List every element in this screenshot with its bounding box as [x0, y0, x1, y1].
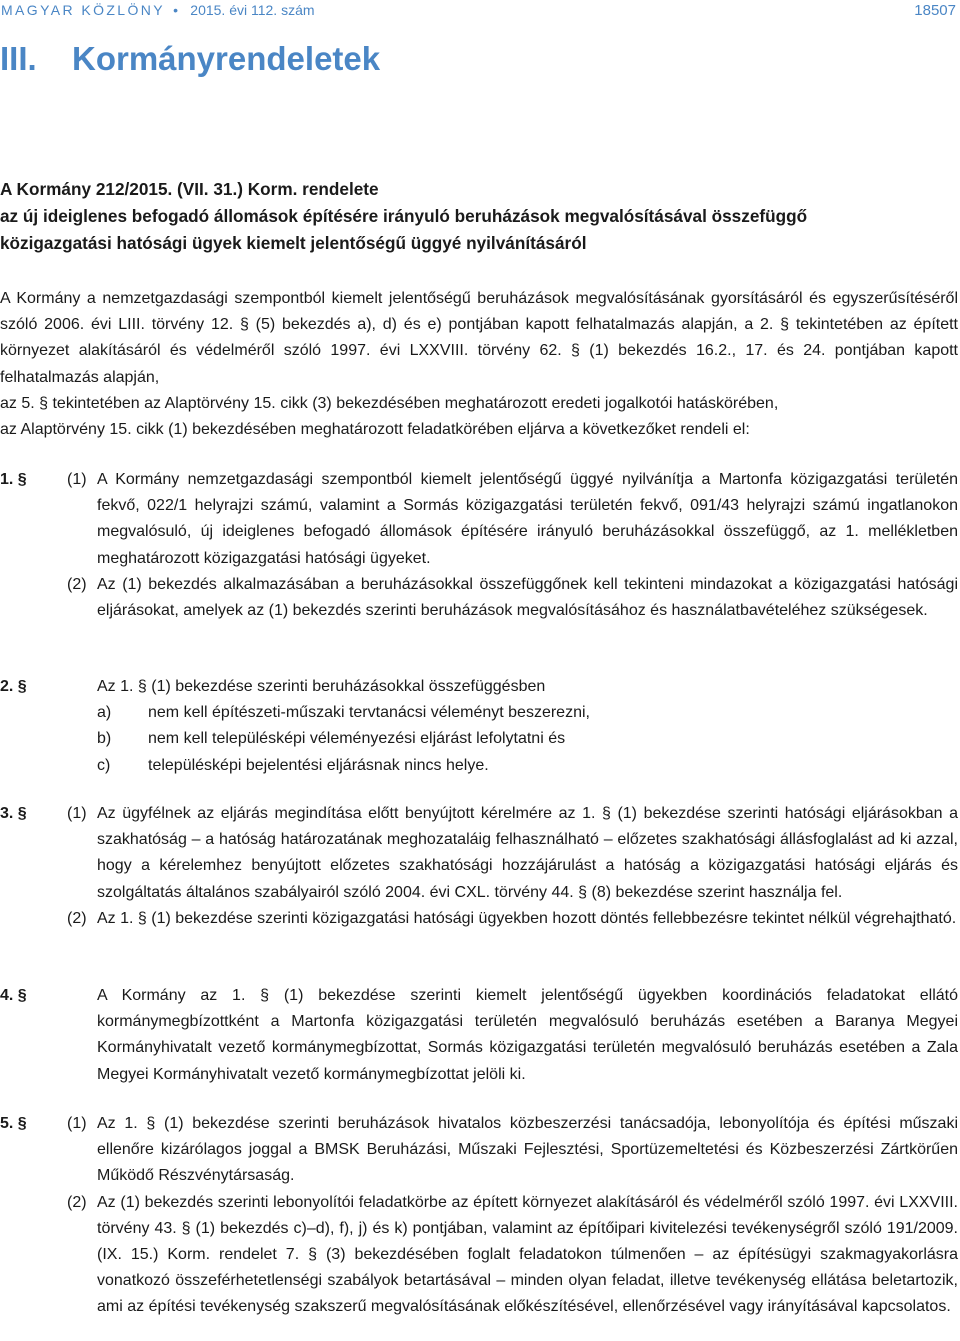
header-journal-info	[1, 2, 315, 18]
list-letter: c)	[97, 756, 111, 774]
list-text: nem kell építészeti-műszaki tervtanácsi véleményt beszerezni,	[148, 704, 590, 722]
paragraph-text: Az 1. § (1) bekezdése szerinti közigazgatási hatósági ügyekben hozott döntés fellebbezésre tekintet nélkül végrehajtható.	[97, 909, 957, 927]
paragraph-label: (1)	[67, 1115, 87, 1132]
section-number: 5. §	[0, 1115, 27, 1132]
paragraph-label: (2)	[67, 575, 87, 593]
decree-title-line: közigazgatási hatósági ügyek kiemelt jelentőségű üggyé nyilvánításáról	[0, 233, 587, 253]
paragraph-text: A Kormány nemzetgazdasági szempontból kiemelt jelentőségű üggyé nyilvánítja a Martonfa közigazgatási területén fekvő, 022/1 helyrajzi számú, valamint a Sormás közigazgatási területén fekvő, 091/43 helyrajzi számú ingatlanokon megvalósuló, új ideiglenes befogadó állomások építésére irányuló beruházásokkal összefüggő, az 1. mellékletben meghatározott közigazgatási hatósági ügyeket.	[97, 471, 958, 567]
section-intro: Az 1. § (1) bekezdése szerinti beruházásokkal összefüggésben	[97, 678, 546, 695]
section-number: 3. §	[0, 805, 27, 822]
section-number: 4. §	[0, 987, 27, 1004]
preamble-text: A Kormány a nemzetgazdasági szempontból kiemelt jelentőségű beruházások megvalósításának gyorsításáról és egyszerűsítéséről szóló 2006. évi LIII. törvény 12. § (5) bekezdés a), d) és e) pontjában kapott felhatalmazás alapján, a 2. § tekintetében az épített környezet alakításáról és védelméről szóló 1997. évi LXXVIII. törvény 62. § (1) bekezdés 16.2., 17. és 24. pontjában kapott felhatalmazás alapján,	[0, 290, 958, 386]
preamble-text: az Alaptörvény 15. cikk (1) bekezdésében meghatározott feladatkörében eljárva a következőket rendeli el:	[0, 421, 750, 439]
section-4	[0, 983, 960, 1088]
section-3	[0, 801, 960, 932]
section-number: 1. §	[0, 471, 27, 488]
paragraph-label: (2)	[67, 1193, 87, 1211]
list-letter: b)	[97, 730, 112, 748]
paragraph-text: Az ügyfélnek az eljárás megindítása előtt benyújtott kérelmére az 1. § (1) bekezdése szerinti hatósági eljárásokban a szakhatóság – a hatóság határozatának meghozataláig felhasználható – előzetes szakhatósági állásfoglalást ad ki azzal, hogy a kérelemhez benyújtott előzetes szakhatósági hozzájárulást a hatóság a közigazgatási hatósági eljárás és szolgáltatás általános szabályairól szóló 2004. évi CXL. törvény 44. § (8) bekezdése szerint használja fel.	[97, 805, 958, 901]
preamble-text: az 5. § tekintetében az Alaptörvény 15. cikk (3) bekezdésében meghatározott eredeti jogalkotói hatáskörében,	[0, 394, 779, 412]
section-5	[0, 1111, 960, 1321]
preamble	[0, 286, 958, 443]
paragraph	[67, 906, 958, 932]
paragraph-label: (2)	[67, 909, 87, 927]
list-item	[97, 700, 958, 726]
paragraph	[67, 572, 958, 624]
decree-title	[0, 176, 960, 257]
paragraph-text: Az 1. § (1) bekezdése szerinti beruházások hivatalos közbeszerzési tanácsadója, lebonyolítója és építési műszaki ellenőre kizárólagos joggal a BMSK Beruházási, Műszaki Fejlesztési, Sportüzemeltetési és Közbeszerzési Zártkörűen Működő Részvénytársaság.	[97, 1115, 958, 1185]
list-text: nem kell településképi véleményezési eljárást lefolytatni és	[148, 730, 566, 748]
paragraph-label: (1)	[67, 471, 87, 488]
paragraph	[67, 1190, 958, 1321]
page-number: 18507	[914, 2, 956, 19]
section-number: 2. §	[0, 678, 27, 695]
list-letter: a)	[97, 704, 112, 722]
running-header	[0, 0, 960, 22]
journal-name: MAGYAR KÖZLÖNY	[1, 2, 165, 18]
decree-title-line: az új ideiglenes befogadó állomások építésére irányuló beruházások megvalósításával összefüggő	[0, 206, 808, 226]
section-1	[0, 467, 960, 624]
issue-number: 2015. évi 112. szám	[190, 2, 315, 18]
paragraph-text: Az (1) bekezdés alkalmazásában a beruházásokkal összefüggőnek kell tekinteni mindazokat a közigazgatási hatósági eljárásokat, amelyek az (1) bekezdés szerinti beruházások megvalósításához és használatbavételéhez szükségesek.	[97, 575, 958, 620]
paragraph	[67, 467, 958, 572]
decree-title-line: A Kormány 212/2015. (VII. 31.) Korm. rendelete	[0, 179, 379, 199]
header-bullet: •	[173, 2, 178, 18]
list-text: településképi bejelentési eljárásnak nincs helye.	[148, 756, 489, 774]
chapter-title: Kormányrendeletek	[72, 40, 381, 77]
list-item	[97, 726, 958, 752]
chapter-number: III.	[0, 40, 37, 77]
paragraph-text: Az (1) bekezdés szerinti lebonyolítói feladatkörbe az épített környezet alakításáról és védelméről szóló 1997. évi LXXVIII. törvény 43. § (1) bekezdés c)–d), f), j) és k) pontjában, valamint az építőipari kivitelezési tevékenységről szóló 191/2009. (IX. 15.) Korm. rendelet 7. § (3) bekezdésében foglalt feladatokon túlmenően – az építésügyi szakmagyakorlásra vonatkozó összeférhetetlenségi szabályok betartásával – minden olyan feladat, illetve tevékenység ellátása beletartozik, ami az építési tevékenység szakszerű megvalósításának előkészítésével, ellenőrzésével vagy irányításával kapcsolatos.	[97, 1193, 958, 1316]
paragraph	[67, 1111, 958, 1190]
paragraph	[67, 801, 958, 906]
list-item	[97, 753, 958, 779]
paragraph-label: (1)	[67, 805, 87, 822]
section-text: A Kormány az 1. § (1) bekezdése szerinti kiemelt jelentőségű ügyekben koordinációs feladatokat ellátó kormánymegbízottként a Martonfa közigazgatási területén megvalósuló beruházás esetében a Baranya Megyei Kormányhivatalt vezető kormánymegbízottat, Sormás közigazgatási területén megvalósuló beruházás esetében a Zala Megyei Kormányhivatalt vezető kormánymegbízottat jelöli ki.	[97, 987, 958, 1083]
section-2	[0, 674, 960, 779]
chapter-heading	[0, 40, 380, 78]
